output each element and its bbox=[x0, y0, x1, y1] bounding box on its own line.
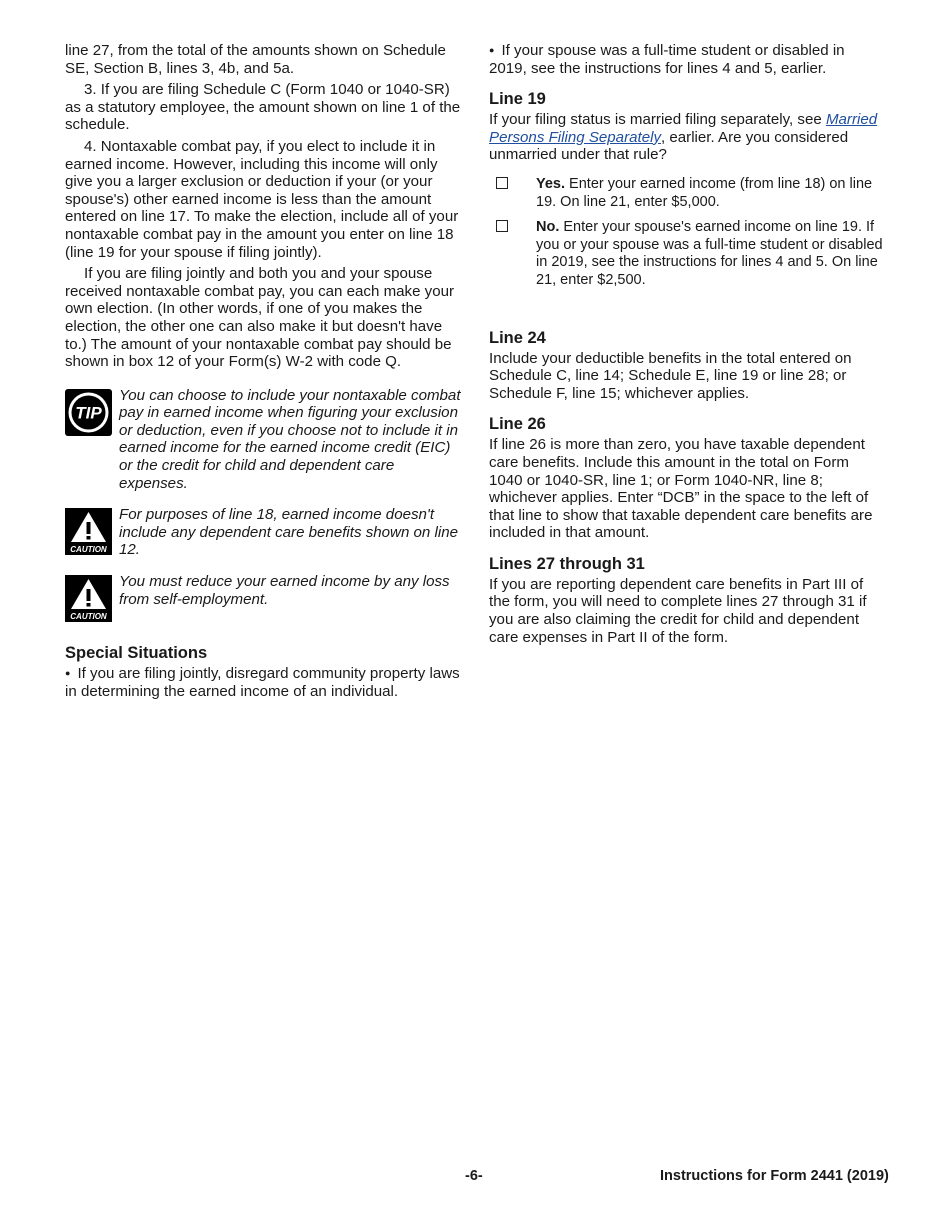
caution-icon-label: CAUTION bbox=[70, 545, 107, 555]
paragraph-item-3: 3. If you are filing Schedule C (Form 1040 or 1040-SR) as a statutory employee, the amount shown on line 1 of the schedule. bbox=[65, 81, 461, 134]
heading-line-24: Line 24 bbox=[489, 328, 546, 347]
yes-text: Enter your earned income (from line 18) on line 19. On line 21, enter $5,000. bbox=[536, 175, 873, 210]
left-column bbox=[65, 42, 461, 704]
option-no bbox=[489, 219, 885, 289]
married-persons-filing-separately-link[interactable]: Married Persons Filing Separately bbox=[489, 111, 878, 146]
paragraph-item-4: 4. Nontaxable combat pay, if you elect to include it in earned income. However, including this income will only give you a larger exclusion or deduction if your (or your spouse's) other earned income is less than the amount entered on line 17. To make the election, include all of your nontaxable combat pay in the amount you enter on line 18 (line 19 for your spouse if filing jointly). bbox=[65, 137, 459, 261]
tip-note bbox=[65, 387, 461, 493]
right-column bbox=[489, 42, 885, 650]
heading-line-19: Line 19 bbox=[489, 90, 546, 109]
caution-text-line18: For purposes of line 18, earned income doesn't include any dependent care benefits shown on line 12. bbox=[119, 506, 459, 559]
paragraph-line-26: If line 26 is more than zero, you have taxable dependent care benefits. Include this amount in the total on Form 1040 or 1040-SR, line 1; or Form 1040-NR, line 8; whichever applies. Enter “DCB” in the space to the left of that line to show that taxable dependent care benefits are included in that amount. bbox=[489, 436, 873, 542]
option-yes bbox=[489, 176, 885, 211]
caution-text-self-employment: You must reduce your earned income by any loss from self-employment. bbox=[119, 573, 450, 608]
bullet-community-property: ● If you are filing jointly, disregard community property laws in determining the earned income of an individual. bbox=[65, 665, 461, 700]
footer-title: Instructions for Form 2441 (2019) bbox=[660, 1168, 889, 1184]
heading-lines-27-31: Lines 27 through 31 bbox=[489, 554, 645, 573]
caution-icon bbox=[65, 575, 112, 622]
caution-note-line18 bbox=[65, 506, 461, 559]
yes-checkbox[interactable] bbox=[496, 177, 508, 189]
no-checkbox[interactable] bbox=[496, 220, 508, 232]
paragraph-line-19 bbox=[489, 111, 885, 164]
paragraph-line27-cont: line 27, from the total of the amounts shown on Schedule SE, Section B, lines 3, 4b, and 5a. bbox=[65, 42, 446, 77]
bullet-spouse-student: ● If your spouse was a full-time student or disabled in 2019, see the instructions for lines 4 and 5, earlier. bbox=[489, 42, 885, 77]
tip-text: You can choose to include your nontaxable combat pay in earned income when figuring your exclusion or deduction, even if you choose not to include it in earned income for the earned income credit (EIC) or the credit for child and dependent care expenses. bbox=[119, 386, 461, 492]
tip-icon-label: TIP bbox=[75, 403, 102, 423]
page-number: -6- bbox=[465, 1168, 483, 1184]
no-label: No. bbox=[536, 219, 560, 236]
paragraph-joint-combat-pay: If you are filing jointly and both you and your spouse received nontaxable combat pay, you can each make your own election. (In other words, if one of you makes the election, the other one can also make it but doesn't have to.) The amount of your nontaxable combat pay should be shown in box 12 of your Form(s) W-2 with code Q. bbox=[65, 265, 455, 371]
caution-icon-label: CAUTION bbox=[70, 612, 107, 622]
yes-label: Yes. bbox=[536, 175, 566, 192]
paragraph-line-24: Include your deductible benefits in the total entered on Schedule C, line 14; Schedule E, line 19 or line 28; or Schedule F, line 15; whichever applies. bbox=[489, 349, 852, 402]
heading-line-26: Line 26 bbox=[489, 415, 546, 434]
heading-special-situations: Special Situations bbox=[65, 644, 208, 663]
paragraph-lines-27-31: If you are reporting dependent care benefits in Part III of the form, you will need to complete lines 27 through 31 if you are also claiming the credit for child and dependent care expenses in Part II of the form. bbox=[489, 575, 867, 646]
tip-icon bbox=[65, 389, 112, 436]
caution-icon bbox=[65, 508, 112, 555]
line19-text-pre: If your filing status is married filing separately, see bbox=[489, 111, 826, 129]
no-text: Enter your spouse's earned income on line 19. If you or your spouse was a full-time student or disabled in 2019, see the instructions for lines 4 and 5. On line 21, enter $2,500. bbox=[536, 219, 883, 288]
caution-note-self-employment bbox=[65, 573, 461, 623]
line19-text-post: , earlier. Are you considered unmarried under that rule? bbox=[489, 128, 849, 164]
